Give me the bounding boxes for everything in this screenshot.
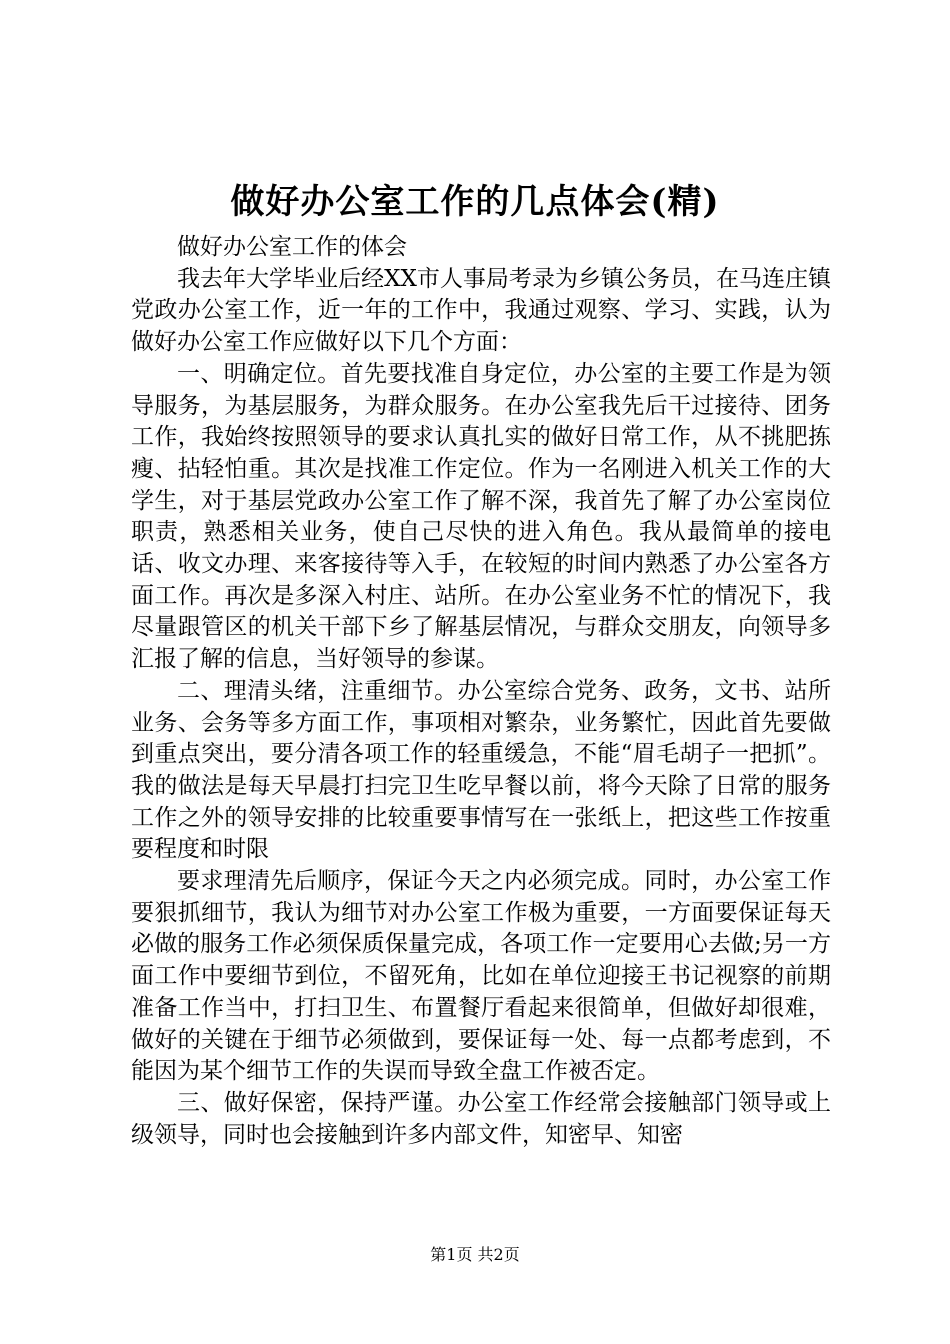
paragraph-section-1: 一、明确定位。首先要找准自身定位，办公室的主要工作是为领导服务，为基层服务，为群众服务。在办公室我先后干过接待、团务工作，我始终按照领导的要求认真扎实的做好日常工作，从不挑肥拣瘦、拈轻怕重。其次是找准工作定位。作为一名刚进入机关工作的大学生，对于基层党政办公室工作了解不深，我首先了解了办公室岗位职责，熟悉相关业务，使自己尽快的进入角色。我从最简单的接电话、收文办理、来客接待等入手，在较短的时间内熟悉了办公室各方面工作。再次是多深入村庄、站所。在办公室业务不忙的情况下，我尽量跟管区的机关干部下乡了解基层情况，与群众交朋友，向领导多汇报了解的信息，当好领导的参谋。 — [131, 360, 831, 673]
paragraph-section-3: 三、做好保密，保持严谨。办公室工作经常会接触部门领导或上级领导，同时也会接触到许多内部文件，知密早、知密 — [131, 1089, 831, 1148]
document-title: 做好办公室工作的几点体会(精) — [230, 182, 720, 222]
document-body — [131, 232, 831, 1151]
paragraph-intro: 我去年大学毕业后经XX市人事局考录为乡镇公务员，在马连庄镇党政办公室工作，近一年的工作中，我通过观察、学习、实践，认为做好办公室工作应做好以下几个方面： — [131, 265, 831, 356]
paragraph-section-2-cont: 要求理清先后顺序，保证今天之内必须完成。同时，办公室工作要狠抓细节，我认为细节对办公室工作极为重要，一方面要保证每天必做的服务工作必须保质保量完成，各项工作一定要用心去做;另一方面工作中要细节到位，不留死角，比如在单位迎接王书记视察的前期准备工作当中，打扫卫生、布置餐厅看起来很简单，但做好却很难，做好的关键在于细节必须做到，要保证每一处、每一点都考虑到，不能因为某个细节工作的失误而导致全盘工作被否定。 — [131, 868, 831, 1085]
paragraph-section-2: 二、理清头绪，注重细节。办公室综合党务、政务，文书、站所业务、会务等多方面工作，事项相对繁杂，业务繁忙，因此首先要做到重点突出，要分清各项工作的轻重缓急，不能“眉毛胡子一把抓”。我的做法是每天早晨打扫完卫生吃早餐以前，将今天除了日常的服务工作之外的领导安排的比较重要事情写在一张纸上，把这些工作按重要程度和时限 — [131, 677, 831, 863]
page-number-footer: 第1页 共2页 — [430, 1245, 520, 1264]
paragraph-subtitle: 做好办公室工作的体会 — [177, 234, 407, 260]
